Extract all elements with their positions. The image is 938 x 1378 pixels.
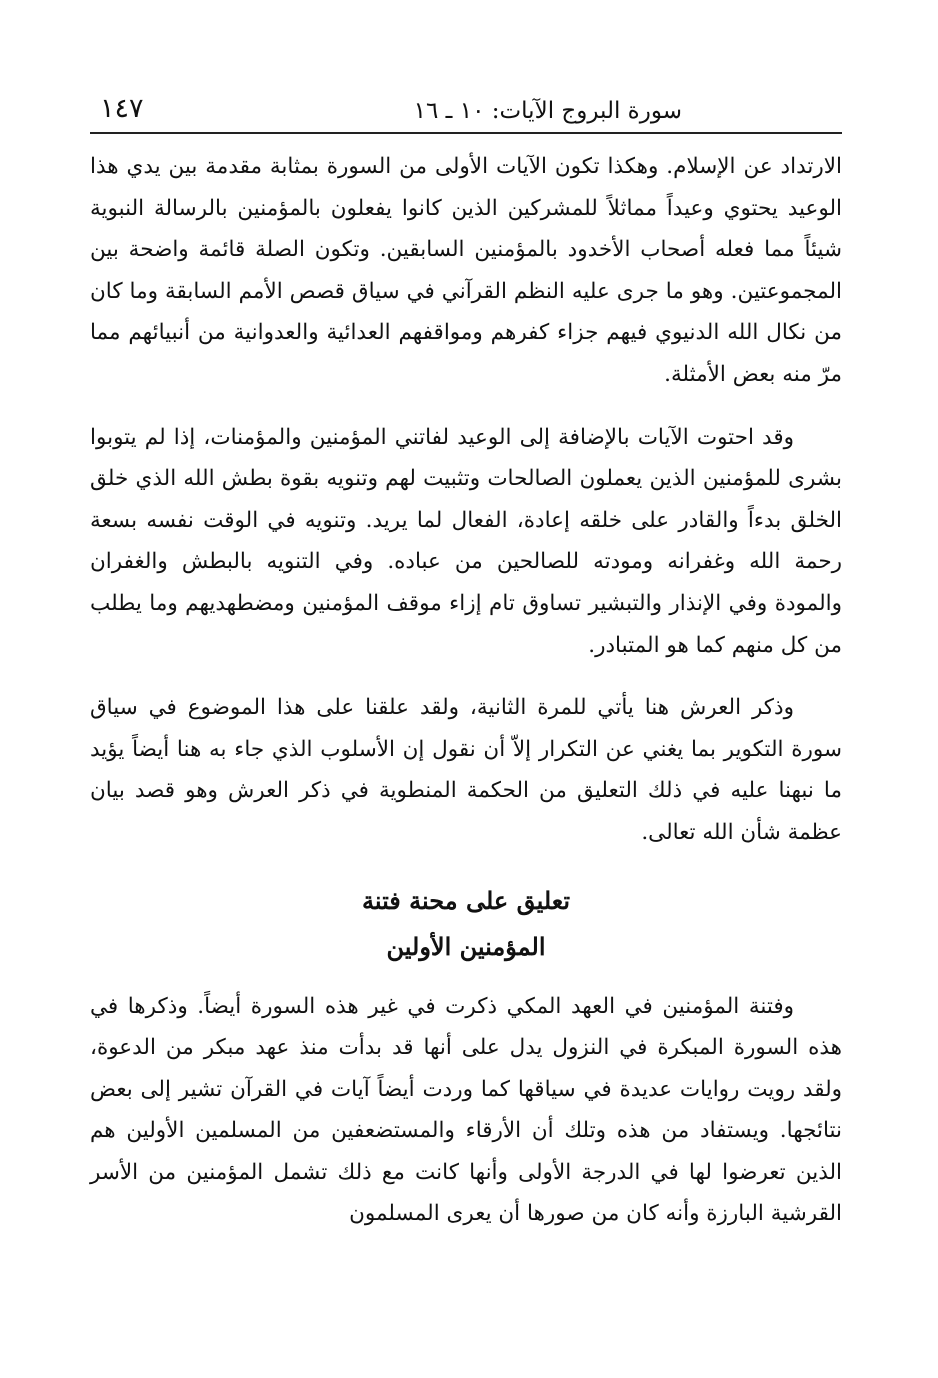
- paragraph: وفتنة المؤمنين في العهد المكي ذكرت في غير هذه السورة أيضاً. وذكرها في هذه السورة المبكرة في النزول يدل على أنها قد بدأت منذ عهد مبكر من الدعوة، ولقد رويت روايات عديدة في سياقها كما وردت أيضاً آيات في القرآن تشير إلى بعض نتائجها. ويستفاد من هذه وتلك أن الأرقاء والمستضعفين من المسلمين الأولين هم الذين تعرضوا لها في الدرجة الأولى وأنها كانت مع ذلك تشمل المؤمنين من الأسر القرشية البارزة وأنه كان من صورها أن يعرى المسلمون: [90, 993, 842, 1227]
- paragraph: وقد احتوت الآيات بالإضافة إلى الوعيد لفاتني المؤمنين والمؤمنات، إذا لم يتوبوا بشرى للمؤمنين الذين يعملون الصالحات وتثبيت لهم وتنويه بقوة بطش الله الذي خلق الخلق بدءاً والقادر على خلقه إعادة، الفعال لما يريد. وتنويه في الوقت نفسه بسعة رحمة الله وغفرانه ومودته للصالحين من عباده. وفي التنويه بالبطش والغفران والمودة وفي الإنذار والتبشير تساوق تام إزاء موقف المؤمنين ومضطهديهم وما يطلب من كل منهم كما هو المتبادر.: [90, 424, 842, 658]
- section-heading-line-1: تعليق على محنة فتنة: [361, 885, 571, 915]
- page-body: [90, 134, 842, 1235]
- section-heading-line-2: المؤمنين الأولين: [386, 931, 546, 961]
- running-title: سورة البروج الآيات: ١٠ ـ ١٦: [413, 98, 682, 124]
- page-header: [90, 82, 842, 134]
- paragraph: وذكر العرش هنا يأتي للمرة الثانية، ولقد علقنا على هذا الموضوع في سياق سورة التكوير بما يغني عن التكرار إلاّ أن نقول إن الأسلوب الذي جاء به هنا أيضاً يؤيد ما نبهنا عليه في ذلك التعليق من الحكمة المنطوية في ذكر العرش وهو قصد بيان عظمة شأن الله تعالى.: [90, 695, 842, 845]
- page-number: ١٤٧: [100, 93, 144, 124]
- book-page: [90, 82, 842, 1312]
- paragraph: الارتداد عن الإسلام. وهكذا تكون الآيات الأولى من السورة بمثابة مقدمة بين يدي هذا الوعيد يحتوي وعيداً مماثلاً للمشركين الذين كانوا يفعلون بالمؤمنين بالرسالة النبوية شيئاً مما فعله أصحاب الأخدود بالمؤمنين السابقين. وتكون الصلة قائمة واضحة بين المجموعتين. وهو ما جرى عليه النظم القرآني في سياق قصص الأمم السابقة وما كان من نكال الله الدنيوي فيهم جزاء كفرهم ومواقفهم العدائية والعدوانية من أنبيائهم مما مرّ منه بعض الأمثلة.: [90, 154, 842, 387]
